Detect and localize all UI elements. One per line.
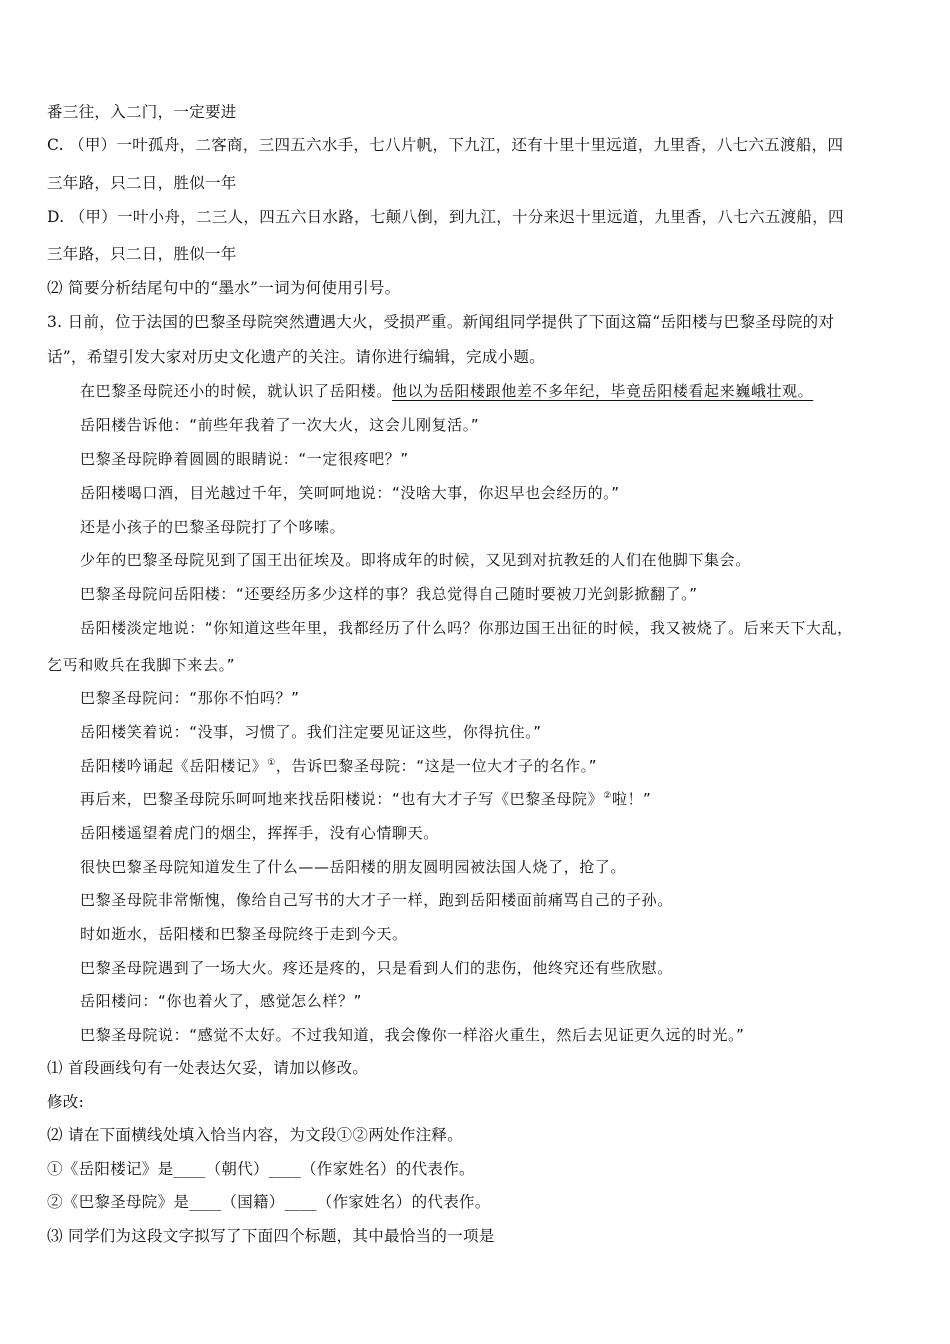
- option-d-line1: D. （甲）一叶小舟，二三人，四五六日水路，七颠八倒，到九江，十分来迟十里远道，九里香，八七六五渡船，四: [47, 208, 844, 226]
- paragraph-19: 巴黎圣母院说：“感觉不太好。不过我知道，我会像你一样浴火重生，然后去见证更久远的时光。”: [80, 1026, 745, 1044]
- question-3-intro-line1: 3. 日前，位于法国的巴黎圣母院突然遭遇大火，受损严重。新闻组同学提供了下面这篇“岳阳楼与巴黎圣母院的对: [47, 313, 835, 331]
- sub-question-1: ⑴ 首段画线句有一处表达欠妥，请加以修改。: [47, 1059, 369, 1077]
- paragraph-7: 巴黎圣母院问岳阳楼：“还要经历多少这样的事？我总觉得自己随时要被刀光剑影掀翻了。”: [80, 585, 698, 603]
- option-d-line2: 三年路，只二日，胜似一年: [47, 245, 237, 263]
- paragraph-6: 少年的巴黎圣母院见到了国王出征埃及。即将成年的时候，又见到对抗教廷的人们在他脚下集会。: [80, 551, 751, 569]
- sub-question-3: ⑶ 同学们为这段文字拟写了下面四个标题，其中最恰当的一项是: [47, 1227, 495, 1245]
- paragraph-1: [80, 380, 813, 402]
- sub-question-2: ⑵ 请在下面横线处填入恰当内容，为文段①②两处作注释。: [47, 1126, 464, 1144]
- question-2-sub2: ⑵ 简要分析结尾句中的“墨水”一词为何使用引号。: [47, 279, 401, 297]
- paragraph-12: [80, 788, 651, 810]
- paragraph-13: 岳阳楼遥望着虎门的烟尘，挥挥手，没有心情聊天。: [80, 824, 439, 842]
- footnote-marker-1: ①: [267, 758, 276, 768]
- paragraph-16: 时如逝水，岳阳楼和巴黎圣母院终于走到今天。: [80, 925, 408, 943]
- paragraph-14: 很快巴黎圣母院知道发生了什么——岳阳楼的朋友圆明园被法国人烧了，抢了。: [80, 858, 627, 876]
- sub-question-2-item-b: ②《巴黎圣母院》是____（国籍）____（作家姓名）的代表作。: [47, 1193, 491, 1211]
- paragraph-12-text-a: 再后来，巴黎圣母院乐呵呵地来找岳阳楼说：“也有大才子写《巴黎圣母院》: [80, 790, 604, 808]
- paragraph-8-line2: 乞丐和败兵在我脚下来去。”: [47, 656, 236, 674]
- paragraph-3: 巴黎圣母院睁着圆圆的眼睛说：“一定很疼吧？”: [80, 450, 409, 468]
- paragraph-18: 岳阳楼问：“你也着火了，感觉怎么样？”: [80, 992, 362, 1010]
- paragraph-1-plain: 在巴黎圣母院还小的时候，就认识了岳阳楼。: [80, 382, 393, 400]
- option-c-line1: C. （甲）一叶孤舟，二客商，三四五六水手，七八片帆，下九江，还有十里十里远道，九里香，八七六五渡船，四: [47, 136, 844, 154]
- paragraph-5: 还是小孩子的巴黎圣母院打了个哆嗦。: [80, 518, 346, 536]
- paragraph-4: 岳阳楼喝口酒，目光越过千年，笑呵呵地说：“没啥大事，你迟早也会经历的。”: [80, 484, 620, 502]
- question-3-intro-line2: 话”，希望引发大家对历史文化遗产的关注。请你进行编辑，完成小题。: [47, 348, 546, 366]
- paragraph-9: 巴黎圣母院问：“那你不怕吗？”: [80, 689, 300, 707]
- paragraph-2: 岳阳楼告诉他：“前些年我着了一次大火，这会儿刚复活。”: [80, 416, 480, 434]
- paragraph-8-line1: 岳阳楼淡定地说：“你知道这些年里，我都经历了什么吗？你那边国王出征的时候，我又被烧了。后来天下大乱，: [80, 619, 853, 637]
- paragraph-11: [80, 755, 597, 777]
- sub-question-2-item-a: ①《岳阳楼记》是____（朝代）____（作家姓名）的代表作。: [47, 1160, 475, 1178]
- paragraph-12-text-b: 啦！”: [611, 790, 652, 808]
- paragraph-11-text-b: ，告诉巴黎圣母院：“这是一位大才子的名作。”: [275, 757, 598, 775]
- option-b-tail: 番三往，入二门，一定要进: [47, 103, 237, 121]
- sub-question-1-answer-label: 修改:: [47, 1093, 85, 1111]
- paragraph-10: 岳阳楼笑着说：“没事，习惯了。我们注定要见证这些，你得抗住。”: [80, 723, 542, 741]
- paragraph-1-underlined-sentence: 他以为岳阳楼跟他差不多年纪，毕竟岳阳楼看起来巍峨壮观。: [392, 382, 814, 400]
- option-c-line2: 三年路，只二日，胜似一年: [47, 174, 237, 192]
- footnote-marker-2: ②: [603, 791, 612, 801]
- paragraph-15: 巴黎圣母院非常惭愧，像给自己写书的大才子一样，跑到岳阳楼面前痛骂自己的子孙。: [80, 891, 673, 909]
- paragraph-11-text-a: 岳阳楼吟诵起《岳阳楼记》: [80, 757, 268, 775]
- paragraph-17: 巴黎圣母院遇到了一场大火。疼还是疼的，只是看到人们的悲伤，他终究还有些欣慰。: [80, 959, 673, 977]
